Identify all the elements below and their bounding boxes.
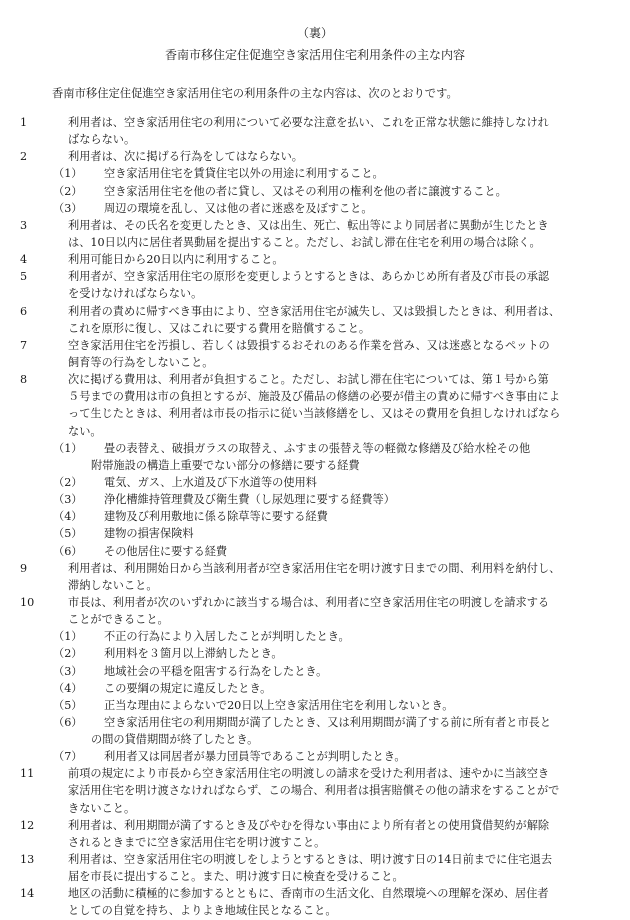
subitem-number: （3） (53, 664, 83, 678)
condition-item (0, 251, 630, 268)
line-text: ない。 (68, 424, 102, 438)
line-text: 周辺の環境を乱し、又は他の者に迷惑を及ぼすこと。 (104, 201, 373, 215)
condition-subitem (0, 714, 630, 731)
subitem-number: （3） (53, 201, 83, 215)
line-text: 利用者は、次に掲げる行為をしてはならない。 (68, 150, 303, 164)
condition-continuation (0, 457, 630, 474)
item-number: 2 (20, 150, 28, 164)
condition-continuation (0, 320, 630, 337)
condition-item (0, 148, 630, 165)
condition-continuation (0, 611, 630, 628)
subitem-number: （7） (53, 750, 83, 764)
line-text: 届を市長に提出すること。また、明け渡す日に検査を受けること。 (68, 870, 404, 884)
condition-continuation (0, 388, 630, 405)
subitem-number: （5） (53, 527, 83, 541)
condition-continuation (0, 285, 630, 302)
condition-subitem (0, 525, 630, 542)
line-text: 利用料を３箇月以上滞納したとき。 (104, 647, 283, 661)
line-text: 市長は、利用者が次のいずれかに該当する場合は、利用者に空き家活用住宅の明渡しを請求する (68, 595, 550, 609)
subitem-number: （4） (53, 510, 83, 524)
condition-subitem (0, 491, 630, 508)
line-text: 次に掲げる費用は、利用者が負担すること。ただし、お試し滞在住宅については、第１号から第 (68, 373, 549, 387)
condition-subitem (0, 628, 630, 645)
line-text: は、10日以内に居住者異動届を提出すること。ただし、お試し滞在住宅を利用の場合は除く。 (68, 235, 541, 249)
condition-item (0, 851, 630, 868)
item-number: 13 (20, 853, 35, 867)
condition-continuation (0, 354, 630, 371)
subitem-number: （3） (53, 493, 83, 507)
line-text: きないこと。 (68, 801, 136, 815)
line-text: 地域社会の平穏を阻害する行為をしたとき。 (104, 664, 328, 678)
line-text: 正当な理由によらないで20日以上空き家活用住宅を利用しないとき。 (104, 698, 454, 712)
condition-subitem (0, 165, 630, 182)
reverse-side-label: （裏） (296, 26, 333, 40)
condition-item (0, 114, 630, 131)
line-text: その他居住に要する経費 (104, 544, 228, 558)
condition-item (0, 303, 630, 320)
subitem-number: （6） (53, 544, 83, 558)
condition-continuation (0, 405, 630, 422)
condition-subitem (0, 508, 630, 525)
line-text: としての自覚を持ち、よりよき地域住民となること。 (68, 904, 337, 918)
item-number: 9 (20, 561, 28, 575)
line-text: 利用者は、空き家活用住宅の利用について必要な注意を払い、これを正常な状態に維持しなけれ (68, 116, 549, 129)
condition-item (0, 594, 630, 611)
line-text: 利用者は、利用開始日から当該利用者が空き家活用住宅を明け渡す日までの間、利用料を納付し、 (68, 561, 561, 575)
line-text: 不正の行為により入居したことが判明したとき。 (104, 630, 350, 644)
condition-subitem (0, 697, 630, 714)
line-text: この要綱の規定に違反したとき。 (104, 681, 272, 695)
line-text: されるときまでに空き家活用住宅を明け渡すこと。 (68, 835, 326, 849)
condition-continuation (0, 800, 630, 817)
line-text: 電気、ガス、上水道及び下水道等の使用料 (104, 475, 317, 489)
item-number: 8 (20, 373, 28, 387)
item-number: 4 (20, 253, 28, 267)
condition-subitem (0, 645, 630, 662)
line-text: 滞納しないこと。 (68, 578, 158, 592)
line-text: 畳の表替え、破損ガラスの取替え、ふすまの張替え等の軽微な修繕及び給水栓その他 (104, 441, 531, 455)
line-text: 空き家活用住宅の利用期間が満了したとき、又は利用期間が満了する前に所有者と市長と (104, 715, 552, 729)
conditions-list (0, 114, 630, 920)
subitem-number: （5） (53, 698, 83, 712)
intro-paragraph: 香南市移住定住促進空き家活用住宅の利用条件の主な内容は、次のとおりです。 (52, 87, 458, 100)
item-number: 6 (20, 304, 28, 318)
line-text: 利用者が、空き家活用住宅の原形を変更しようとするときは、あらかじめ所有者及び市長の承認 (68, 270, 550, 284)
item-number: 5 (20, 270, 28, 284)
condition-item (0, 217, 630, 234)
line-text: 浄化槽維持管理費及び衛生費（し尿処理に要する経費等） (104, 493, 395, 507)
line-text: 利用者又は同居者が暴力団員等であることが判明したとき。 (104, 750, 406, 764)
item-number: 12 (20, 818, 35, 832)
condition-subitem (0, 200, 630, 217)
line-text: を受けなければならない。 (68, 287, 203, 301)
line-text: 建物の損害保険料 (104, 527, 194, 541)
line-text: 利用者は、利用期間が満了するとき及びやむを得ない事由により所有者との使用貸借契約が解除 (68, 818, 550, 832)
line-text: 空き家活用住宅を汚損し、若しくは毀損するおそれのある作業を営み、又は迷惑となるペットの (68, 338, 550, 352)
condition-subitem (0, 183, 630, 200)
condition-item (0, 885, 630, 902)
line-text: 家活用住宅を明け渡さなければならず、この場合、利用者は損害賠償その他の請求をすることがで (68, 784, 560, 798)
item-number: 1 (20, 116, 28, 129)
condition-continuation (0, 577, 630, 594)
item-number: 11 (20, 767, 35, 781)
item-number: 7 (20, 338, 28, 352)
condition-item (0, 765, 630, 782)
line-text: 附帯施設の構造上重要でない部分の修繕に要する経費 (91, 458, 360, 472)
line-text: 利用者は、その氏名を変更したとき、又は出生、死亡、転出等により同居者に異動が生じたとき (68, 218, 549, 232)
subitem-number: （1） (53, 441, 83, 455)
subitem-number: （2） (53, 184, 83, 198)
line-text: 利用者の責めに帰すべき事由により、空き家活用住宅が滅失し、又は毀損したときは、利用者は、 (68, 304, 561, 318)
condition-continuation (0, 902, 630, 919)
line-text: 空き家活用住宅を他の者に貸し、又はその利用の権利を他の者に譲渡すること。 (104, 184, 507, 198)
line-text: ５号までの費用は市の負担とするが、施設及び備品の修繕の必要が借主の責めに帰すべき事由によ (68, 390, 561, 404)
line-text: 空き家活用住宅を賃貸住宅以外の用途に利用すること。 (104, 167, 384, 181)
line-text: 建物及び利用敷地に係る除草等に要する経費 (104, 510, 328, 524)
condition-item (0, 268, 630, 285)
condition-item (0, 337, 630, 354)
line-text: ことができること。 (68, 613, 169, 627)
subitem-number: （2） (53, 647, 83, 661)
line-text: 利用可能日から20日以内に利用すること。 (68, 253, 284, 267)
item-number: 3 (20, 218, 28, 232)
condition-subitem (0, 543, 630, 560)
condition-item (0, 560, 630, 577)
subitem-number: （2） (53, 475, 83, 489)
line-text: ばならない。 (68, 133, 136, 147)
line-text: 地区の活動に積極的に参加するとともに、香南市の生活文化、自然環境への理解を深め、居住者 (68, 887, 549, 901)
item-number: 10 (20, 595, 35, 609)
line-text: って生じたときは、利用者は市長の指示に従い当該修繕をし、又はその費用を負担しなければなら (68, 407, 561, 421)
line-text: 前項の規定により市長から空き家活用住宅の明渡しの請求を受けた利用者は、速やかに当該空き (68, 767, 550, 781)
condition-continuation (0, 731, 630, 748)
condition-continuation (0, 234, 630, 251)
condition-item (0, 817, 630, 834)
condition-subitem (0, 680, 630, 697)
line-text: これを原形に復し、又はこれに要する費用を賠償すること。 (68, 321, 371, 335)
subitem-number: （1） (53, 167, 83, 181)
line-text: 利用者は、空き家活用住宅の明渡しをしようとするときは、明け渡す日の14日前までに住宅退去 (68, 853, 553, 867)
condition-continuation (0, 782, 630, 799)
condition-continuation (0, 131, 630, 148)
condition-continuation (0, 423, 630, 440)
item-number: 14 (20, 887, 35, 901)
subitem-number: （1） (53, 630, 83, 644)
condition-subitem (0, 663, 630, 680)
condition-continuation (0, 834, 630, 851)
line-text: の間の貸借期間が終了したとき。 (91, 733, 259, 747)
subitem-number: （4） (53, 681, 83, 695)
line-text: 飼育等の行為をしないこと。 (68, 355, 214, 369)
condition-item (0, 371, 630, 388)
subitem-number: （6） (53, 715, 83, 729)
document-title: 香南市移住定住促進空き家活用住宅利用条件の主な内容 (164, 48, 465, 62)
condition-subitem (0, 748, 630, 765)
condition-subitem (0, 440, 630, 457)
condition-continuation (0, 868, 630, 885)
condition-subitem (0, 474, 630, 491)
